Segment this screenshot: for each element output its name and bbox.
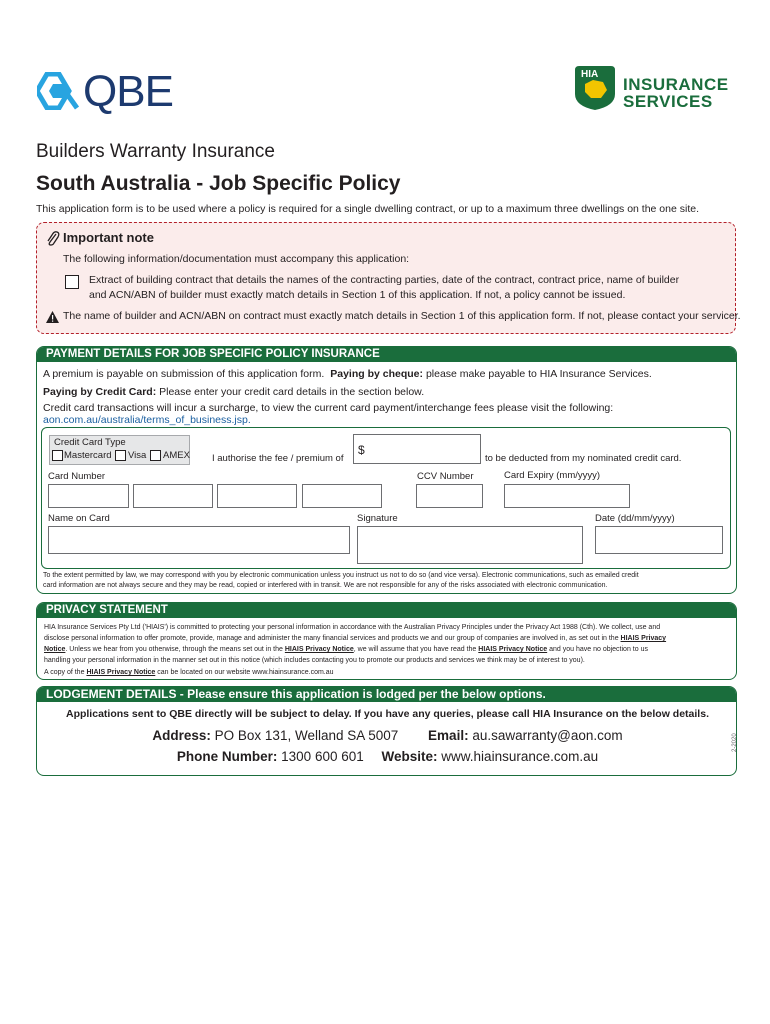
qbe-logo bbox=[37, 67, 173, 116]
lodgement-phone-row bbox=[37, 749, 738, 764]
authorise-text: I authorise the fee / premium of bbox=[212, 453, 344, 464]
paying-by-cheque-label: Paying by cheque: bbox=[330, 368, 424, 380]
lodgement-header: LODGEMENT DETAILS - Please ensure this application is lodged per the below options. bbox=[37, 687, 736, 702]
mastercard-checkbox[interactable] bbox=[52, 450, 63, 461]
contract-extract-text-2: and ACN/ABN of builder must exactly match details in Section 1 of this application. If not, a policy cannot be issued. bbox=[89, 289, 626, 301]
payment-line-1 bbox=[43, 368, 652, 380]
card-expiry-field[interactable] bbox=[504, 484, 630, 508]
card-type-label: Credit Card Type bbox=[54, 437, 126, 448]
surcharge-text: Credit card transactions will incur a surcharge, to view the current card payment/interchange fees please visit the following: bbox=[43, 402, 614, 414]
card-details-panel bbox=[41, 427, 731, 569]
warning-icon bbox=[46, 311, 59, 323]
privacy-header: PRIVACY STATEMENT bbox=[37, 603, 736, 618]
terms-link[interactable]: aon.com.au/australia/terms_of_business.jsp. bbox=[43, 414, 251, 426]
important-note-lead: The following information/documentation must accompany this application: bbox=[63, 253, 410, 265]
privacy-line-5-text-a: A copy of the bbox=[44, 669, 85, 676]
privacy-line-3-text-b: , we will assume that you have read the bbox=[353, 646, 477, 653]
privacy-line-5-text-b: can be located on our website www.hiainsurance.com.au bbox=[157, 669, 334, 676]
privacy-section bbox=[36, 602, 737, 680]
ccv-field[interactable] bbox=[416, 484, 483, 508]
lodgement-address-row bbox=[37, 728, 738, 743]
privacy-notice-link-1[interactable]: HIAIS Privacy bbox=[620, 635, 667, 642]
card-number-group-1[interactable] bbox=[48, 484, 129, 508]
paying-by-credit-card-label: Paying by Credit Card: bbox=[43, 386, 157, 398]
premium-amount-field[interactable] bbox=[353, 434, 481, 464]
visa-checkbox[interactable] bbox=[115, 450, 126, 461]
card-number-label: Card Number bbox=[48, 471, 106, 482]
privacy-line-5 bbox=[44, 668, 334, 679]
premium-payable-text: A premium is payable on submission of this application form. bbox=[43, 368, 325, 380]
lodgement-delay-text: Applications sent to QBE directly will be subject to delay. If you have any queries, please call HIA Insurance on the below details. bbox=[65, 708, 709, 720]
phone-value: 1300 600 601 bbox=[281, 749, 364, 764]
signature-label: Signature bbox=[357, 513, 398, 524]
visa-label: Visa bbox=[128, 450, 147, 461]
privacy-line-2 bbox=[44, 634, 666, 645]
qbe-logo-icon bbox=[37, 72, 79, 110]
payment-header: PAYMENT DETAILS FOR JOB SPECIFIC POLICY INSURANCE bbox=[37, 347, 736, 362]
privacy-line-2-text: disclose personal information to offer promote, provide, manage and administer the many financial services and products we and our group of companies are involved in, as set out in the bbox=[44, 635, 619, 642]
electronic-notice-line-2: card information are not always secure and they may be read, copied or interfered with in transit. We are not responsible for any of the risks associated with electronic communication. bbox=[43, 582, 608, 589]
amex-checkbox[interactable] bbox=[150, 450, 161, 461]
qbe-logo-text: QBE bbox=[83, 67, 173, 116]
contract-extract-text-1: Extract of building contract that details the names of the contracting parties, date of the contract, contract price, name of builder bbox=[89, 274, 680, 286]
email-value[interactable]: au.sawarranty@aon.com bbox=[472, 728, 623, 743]
hia-logo-line2: SERVICES bbox=[623, 92, 713, 111]
ccv-label: CCV Number bbox=[417, 471, 474, 482]
date-label: Date (dd/mm/yyyy) bbox=[595, 513, 675, 524]
name-on-card-field[interactable] bbox=[48, 526, 350, 554]
important-note-heading: Important note bbox=[63, 230, 154, 245]
electronic-notice-line-1: To the extent permitted by law, we may correspond with you by electronic communication unless you instruct us not to do so (and vice versa). Electronic communications, such as emailed credit bbox=[43, 572, 639, 579]
warning-text: The name of builder and ACN/ABN on contract must exactly match details in Section 1 of this application form. If not, please contact your servicer. bbox=[63, 310, 741, 322]
hia-logo bbox=[573, 64, 738, 112]
card-number-group-2[interactable] bbox=[133, 484, 213, 508]
privacy-line-4: handling your personal information in the manner set out in this notice (which includes contacting you to promote our products and services we think may be of interest to you). bbox=[44, 657, 585, 664]
amex-label: AMEX bbox=[163, 450, 190, 461]
form-code: 2-2020 bbox=[732, 733, 738, 752]
address-label: Address: bbox=[152, 728, 211, 743]
date-field[interactable] bbox=[595, 526, 723, 554]
signature-field[interactable] bbox=[357, 526, 583, 564]
intro-text: This application form is to be used where a policy is required for a single dwelling contract, or up to a maximum three dwellings on the one site. bbox=[36, 203, 700, 215]
mastercard-label: Mastercard bbox=[64, 450, 112, 461]
page-title: South Australia - Job Specific Policy bbox=[36, 172, 401, 195]
card-number-group-3[interactable] bbox=[217, 484, 297, 508]
hia-logo-line1: INSURANCE bbox=[623, 75, 729, 94]
email-label: Email: bbox=[428, 728, 469, 743]
contract-extract-checkbox[interactable] bbox=[65, 275, 79, 289]
paperclip-icon bbox=[46, 231, 60, 247]
privacy-line-3 bbox=[44, 645, 648, 656]
important-note-box bbox=[36, 222, 741, 334]
hia-shield-icon bbox=[573, 64, 617, 111]
privacy-notice-link-4[interactable]: HIAIS Privacy Notice bbox=[86, 669, 156, 676]
payment-line-2 bbox=[43, 386, 424, 398]
privacy-notice-link-3[interactable]: HIAIS Privacy Notice bbox=[478, 646, 548, 653]
card-type-group bbox=[49, 435, 190, 465]
form-subtitle: Builders Warranty Insurance bbox=[36, 141, 276, 162]
website-value[interactable]: www.hiainsurance.com.au bbox=[441, 749, 599, 764]
hia-badge-text: HIA bbox=[581, 69, 599, 80]
privacy-line-3-text-c: and you have no objection to us bbox=[549, 646, 648, 653]
payment-section bbox=[36, 346, 737, 594]
phone-label: Phone Number: bbox=[176, 749, 278, 764]
address-value: PO Box 131, Welland SA 5007 bbox=[214, 728, 399, 743]
cheque-instructions: please make payable to HIA Insurance Services. bbox=[425, 368, 652, 380]
card-expiry-label: Card Expiry (mm/yyyy) bbox=[504, 470, 601, 481]
credit-card-instructions: Please enter your credit card details in the section below. bbox=[159, 386, 425, 398]
privacy-line-1: HIA Insurance Services Pty Ltd ('HIAIS') is committed to protecting your personal information in accordance with the Australian Privacy Principles under the Privacy Act 1988 (Cth). We collect, use and bbox=[44, 624, 661, 631]
privacy-line-3-text-a: . Unless we hear from you otherwise, through the means set out in the bbox=[65, 646, 283, 653]
deducted-text: to be deducted from my nominated credit card. bbox=[485, 453, 682, 464]
currency-symbol: $ bbox=[358, 443, 365, 457]
lodgement-section bbox=[36, 686, 737, 776]
website-label: Website: bbox=[381, 749, 438, 764]
name-on-card-label: Name on Card bbox=[48, 513, 110, 524]
privacy-notice-link-1b[interactable]: Notice bbox=[44, 646, 66, 653]
card-number-group-4[interactable] bbox=[302, 484, 382, 508]
privacy-notice-link-2[interactable]: HIAIS Privacy Notice bbox=[284, 646, 354, 653]
